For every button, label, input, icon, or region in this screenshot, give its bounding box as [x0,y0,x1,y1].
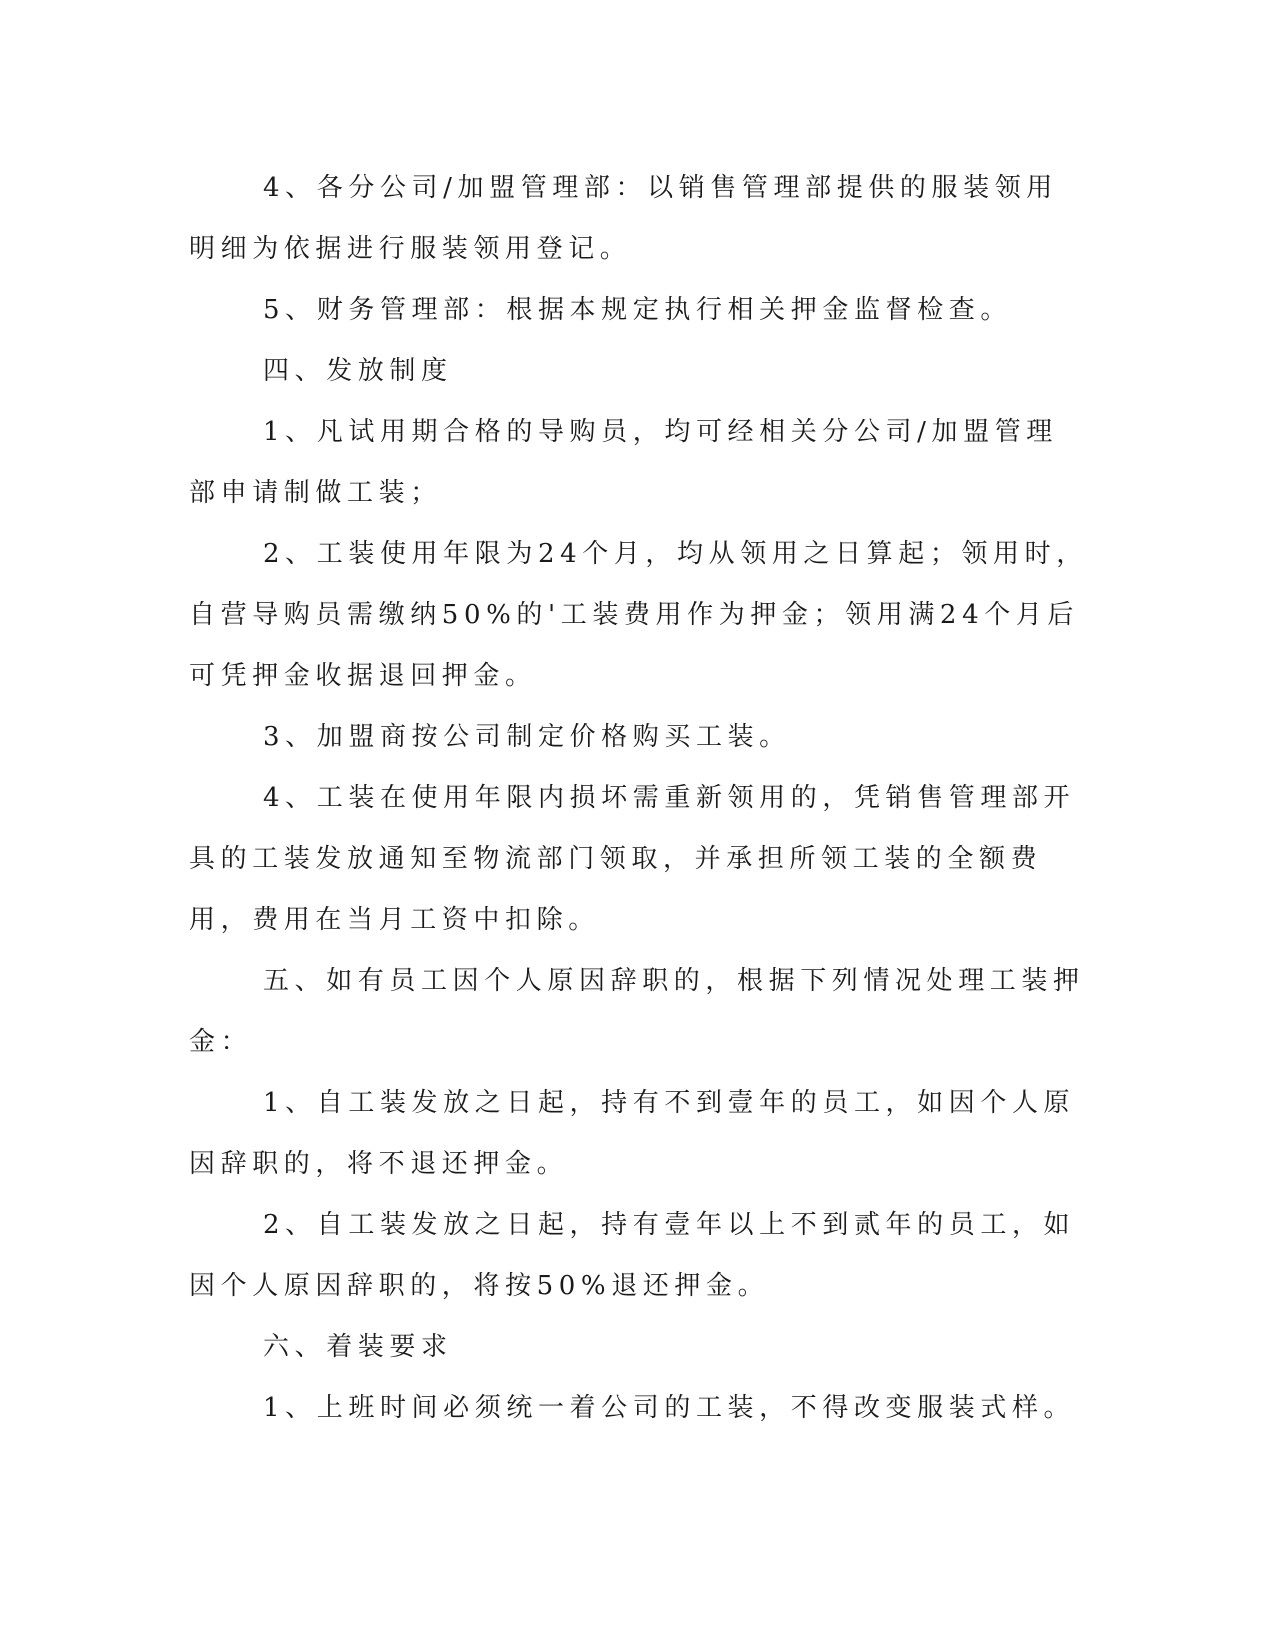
paragraph-issuance-4: 4、工装在使用年限内损坏需重新领用的，凭销售管理部开具的工装发放通知至物流部门领取，并承担所领工装的全额费用，费用在当月工资中扣除。 [189,783,1076,935]
paragraph-finance-duty: 5、财务管理部：根据本规定执行相关押金监督检查。 [263,295,1012,325]
section-heading-issuance: 四、发放制度 [263,356,453,386]
paragraph-branch-duty: 4、各分公司/加盟管理部：以销售管理部提供的服装领用明细为依据进行服装领用登记。 [189,173,1058,264]
paragraph-resignation-2: 2、自工装发放之日起，持有壹年以上不到贰年的员工，如因个人原因辞职的，将按50%退还押金。 [189,1210,1076,1301]
paragraph-dress-code-1: 1、上班时间必须统一着公司的工装，不得改变服装式样。 [263,1393,1076,1423]
paragraph-issuance-3: 3、加盟商按公司制定价格购买工装。 [263,722,791,752]
document-body [189,158,1089,1439]
paragraph-issuance-1: 1、凡试用期合格的导购员，均可经相关分公司/加盟管理部申请制做工装； [189,417,1058,508]
section-heading-resignation: 五、如有员工因个人原因辞职的，根据下列情况处理工装押金： [189,966,1085,1057]
section-heading-dress-code: 六、着装要求 [263,1332,453,1362]
paragraph-issuance-2: 2、工装使用年限为24个月，均从领用之日算起；领用时，自营导购员需缴纳50%的'工装费用作为押金；领用满24个月后可凭押金收据退回押金。 [189,539,1088,691]
paragraph-resignation-1: 1、自工装发放之日起，持有不到壹年的员工，如因个人原因辞职的，将不退还押金。 [189,1088,1076,1179]
